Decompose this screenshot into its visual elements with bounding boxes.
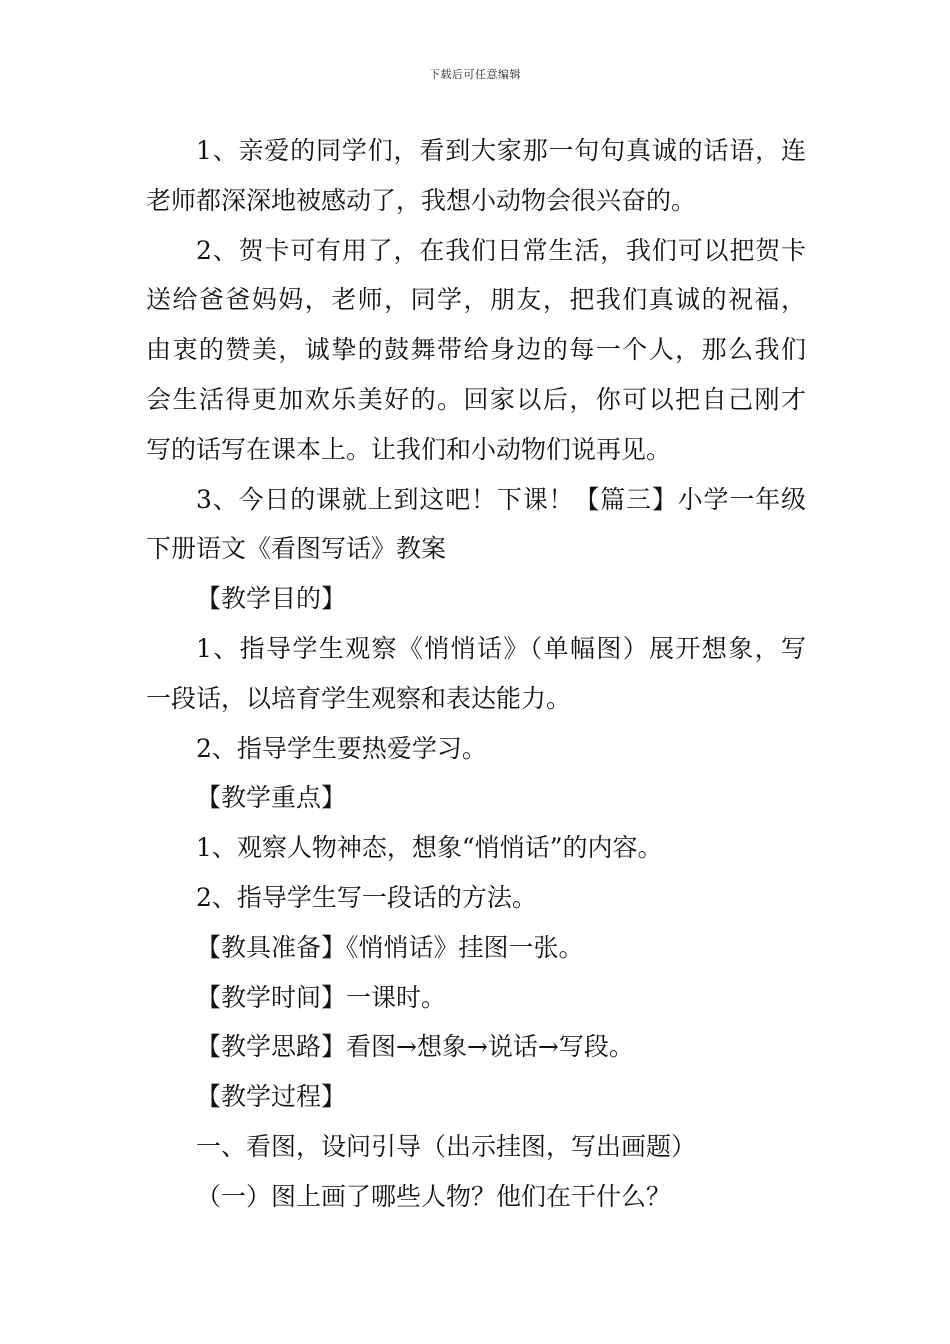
text-line: 3、今日的课就上到这吧！下课！【篇三】小学一年级 — [196, 484, 806, 514]
text-line: 【教学思路】看图→想象→说话→写段。 — [196, 1032, 634, 1062]
text-line: 下册语文《看图写话》教案 — [146, 534, 447, 564]
text-line: 1、指导学生观察《悄悄话》（单幅图）展开想象，写 — [196, 633, 806, 663]
text-line: 写的话写在课本上。让我们和小动物们说再见。 — [146, 434, 672, 464]
text-line: 2、贺卡可有用了，在我们日常生活，我们可以把贺卡 — [196, 235, 806, 265]
text-line: 会生活得更加欢乐美好的。回家以后，你可以把自己刚才 — [146, 384, 806, 414]
text-line: 2、指导学生要热爱学习。 — [196, 733, 487, 763]
text-line: 由衷的赞美，诚挚的鼓舞带给身边的每一个人，那么我们 — [146, 335, 806, 365]
text-line: 2、指导学生写一段话的方法。 — [196, 882, 537, 912]
text-line: 【教学时间】一课时。 — [196, 982, 447, 1012]
text-line: 一段话，以培育学生观察和表达能力。 — [146, 683, 572, 713]
text-line: 【教学重点】 — [196, 783, 347, 813]
text-line: （一）图上画了哪些人物？他们在干什么？ — [196, 1181, 672, 1211]
text-line: 1、观察人物神态，想象“悄悄话”的内容。 — [196, 833, 663, 863]
text-line: 【教具准备】《悄悄话》挂图一张。 — [196, 932, 584, 962]
text-line: 送给爸爸妈妈，老师，同学，朋友，把我们真诚的祝福， — [146, 285, 806, 315]
text-line: 1、亲爱的同学们，看到大家那一句句真诚的话语，连 — [196, 136, 806, 165]
text-line: 老师都深深地被感动了，我想小动物会很兴奋的。 — [146, 185, 697, 215]
text-line: 【教学过程】 — [196, 1082, 347, 1112]
text-line: 一、看图，设问引导（出示挂图，写出画题） — [196, 1131, 697, 1161]
document-body — [146, 126, 806, 1222]
text-line: 【教学目的】 — [196, 584, 347, 614]
page-header: 下载后可任意编辑 — [429, 68, 521, 81]
